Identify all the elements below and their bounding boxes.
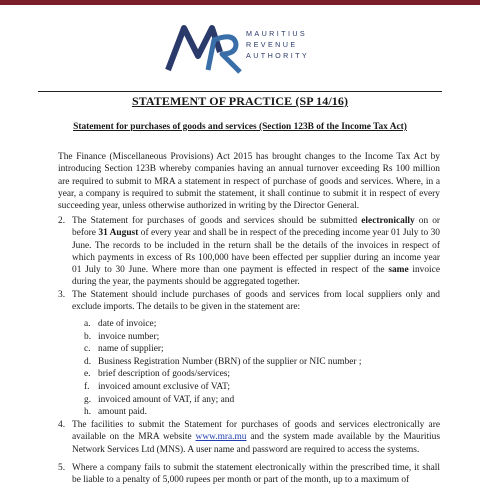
paragraph-4-number: 4. bbox=[58, 420, 66, 430]
paragraph-3: The Statement should include purchases of goods and services from local suppliers only and exclude imports. The details to be given in the statement are: bbox=[72, 290, 440, 313]
list-item bbox=[84, 331, 362, 344]
top-color-bar bbox=[0, 0, 480, 5]
p2-text-b: on or before bbox=[72, 216, 440, 239]
p2-bold-a: electronically bbox=[361, 216, 415, 226]
list-item bbox=[84, 394, 362, 407]
header-divider bbox=[38, 91, 442, 92]
paragraph-2 bbox=[72, 215, 440, 289]
logo-text bbox=[246, 28, 309, 61]
p2-bold-b: 31 August bbox=[98, 228, 139, 239]
paragraph-5: Where a company fails to submit the statement electronically within the prescribed time, it shall be liable to a penalty of 5,000 rupees per month or part of the month, up to a maximum of bbox=[72, 463, 440, 486]
list-item bbox=[84, 356, 362, 369]
p4-text-a: The facilities to submit the Statement for purchases of goods and services electronically are available on the MRA website bbox=[72, 420, 440, 443]
list-item bbox=[84, 343, 362, 356]
p2-text-c: of every year and shall be in respect of the preceding income year 01 July to 30 June. The records to be included in the return shall be the details of the invoices in respect of which payments in excess of Rs 100,000 have been effected per supplier during an income year 01 July to 30 June. Where more than one payment is effected in respect of the bbox=[72, 228, 440, 276]
list-item-letter: b. bbox=[84, 331, 92, 342]
paragraph-1: The Finance (Miscellaneous Provisions) Act 2015 has brought changes to the Income Tax Act by introducing Section 123B whereby companies having an annual turnover exceeding Rs 100 million are required to submit to MRA a statement in respect of purchase of goods and services. Where, in a year, a company is required to submit the statement, it shall continue to submit it in respect of every succeeding year, unless otherwise authorized in writing by the Director General. bbox=[58, 152, 440, 212]
list-item-text: brief description of goods/services; bbox=[98, 369, 230, 380]
p4-text-b: and the system made available by the Mauritius Network Services Ltd (MNS). A user name and password are required to access the systems. bbox=[72, 432, 440, 455]
list-item bbox=[84, 406, 362, 419]
list-item-letter: c. bbox=[84, 344, 91, 355]
p2-text-d: invoice during the year, the payments should be aggregated together. bbox=[72, 265, 440, 288]
list-item-letter: e. bbox=[84, 369, 91, 380]
list-item-letter: d. bbox=[84, 356, 92, 367]
list-item-text: Business Registration Number (BRN) of the supplier or NIC number ; bbox=[98, 356, 362, 367]
document-subtitle: Statement for purchases of goods and services (Section 123B of the Income Tax Act) bbox=[73, 122, 407, 132]
mra-website-link[interactable]: www.mra.mu bbox=[195, 432, 247, 443]
list-item-text: invoiced amount exclusive of VAT; bbox=[98, 381, 230, 392]
list-item-letter: a. bbox=[84, 319, 91, 329]
list-item-text: amount paid. bbox=[98, 407, 147, 418]
list-item-letter: f. bbox=[84, 381, 90, 392]
list-item bbox=[84, 368, 362, 381]
list-item-text: name of supplier; bbox=[98, 344, 164, 355]
list-item-text: invoiced amount of VAT, if any; and bbox=[98, 394, 235, 405]
p2-text-a: The Statement for purchases of goods and services should be submitted bbox=[72, 216, 362, 226]
logo-line-3: AUTHORITY bbox=[246, 51, 310, 60]
logo-line-2: REVENUE bbox=[246, 40, 298, 49]
list-item-text: date of invoice; bbox=[98, 319, 157, 329]
list-item bbox=[84, 318, 362, 331]
list-item bbox=[84, 381, 362, 394]
paragraph-5-number: 5. bbox=[58, 463, 66, 473]
list-item-letter: g. bbox=[84, 394, 92, 405]
mra-logo-icon bbox=[164, 22, 244, 74]
paragraph-2-number: 2. bbox=[58, 216, 66, 226]
logo-line-1: MAURITIUS bbox=[246, 29, 308, 38]
mra-logo bbox=[164, 22, 314, 74]
paragraph-4 bbox=[72, 419, 440, 456]
list-item-letter: h. bbox=[84, 407, 92, 418]
p2-bold-c: same bbox=[388, 265, 409, 276]
document-title: STATEMENT OF PRACTICE (SP 14/16) bbox=[131, 94, 349, 108]
paragraph-3-number: 3. bbox=[58, 290, 66, 300]
list-item-text: invoice number; bbox=[98, 331, 160, 342]
statement-details-list bbox=[84, 318, 362, 419]
